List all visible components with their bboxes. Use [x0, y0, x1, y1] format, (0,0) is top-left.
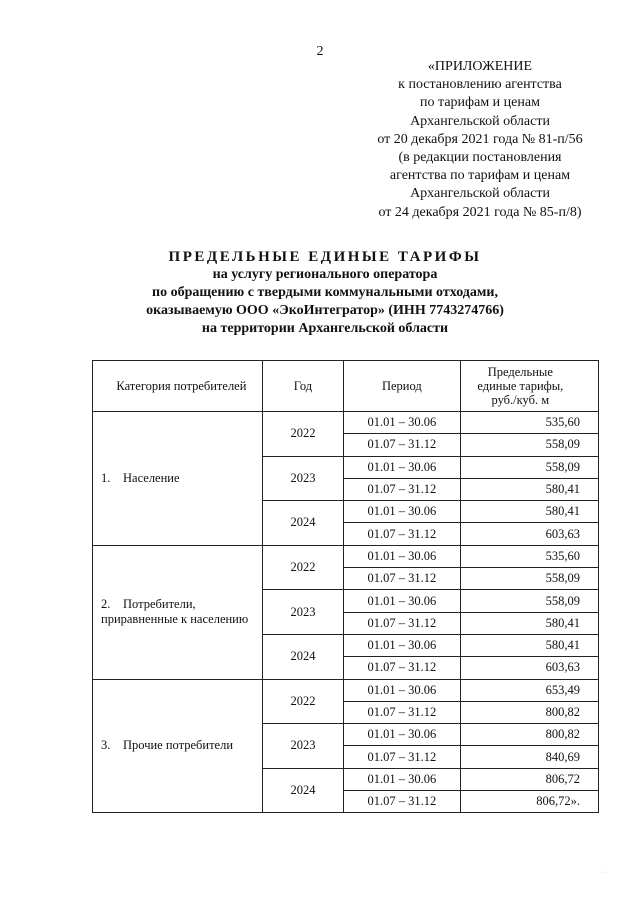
period-cell: 01.01 – 30.06 [344, 456, 461, 478]
rate-cell: 800,82 [460, 724, 598, 746]
appendix-line: по тарифам и ценам [420, 95, 540, 111]
appendix-line: «ПРИЛОЖЕНИЕ [427, 59, 533, 74]
rate-cell: 580,41 [460, 501, 598, 523]
period-cell: 01.01 – 30.06 [344, 679, 461, 701]
rate-cell: 558,09 [460, 456, 598, 478]
document-title [90, 248, 560, 338]
rate-cell: 800,82 [460, 701, 598, 723]
category-name-continued: приравненные к населению [101, 612, 249, 627]
rate-cell: 580,41 [460, 612, 598, 634]
category-name: Прочие потребители [123, 738, 234, 753]
rate-cell: 580,41 [460, 634, 598, 656]
appendix-line: Архангельской области [410, 186, 550, 202]
period-cell: 01.07 – 31.12 [344, 657, 461, 679]
period-cell: 01.07 – 31.12 [344, 478, 461, 500]
rate-cell: 603,63 [460, 657, 598, 679]
table-row [93, 545, 599, 567]
category-number: 2. [101, 597, 111, 612]
title-line: на услугу регионального оператора [212, 267, 438, 282]
rate-cell: 806,72». [460, 791, 598, 813]
table-row [93, 679, 599, 701]
period-cell: 01.01 – 30.06 [344, 768, 461, 790]
period-cell: 01.01 – 30.06 [344, 724, 461, 746]
table-row [93, 412, 599, 434]
header-rate-line: единые тарифы, [477, 379, 564, 393]
period-cell: 01.07 – 31.12 [344, 523, 461, 545]
header-category: Категория потребителей [93, 361, 263, 412]
year-cell: 2022 [262, 679, 343, 724]
rate-cell: 806,72 [460, 768, 598, 790]
category-number: 1. [101, 470, 111, 485]
category-number: 3. [101, 738, 111, 753]
period-cell: 01.07 – 31.12 [344, 434, 461, 456]
period-cell: 01.07 – 31.12 [344, 568, 461, 590]
title-line: на территории Архангельской области [201, 321, 449, 336]
period-cell: 01.07 – 31.12 [344, 701, 461, 723]
year-cell: 2022 [262, 545, 343, 590]
scan-artifact: · · [602, 870, 608, 876]
table-header-row [93, 361, 599, 412]
appendix-line: (в редакции постановления [398, 150, 562, 166]
rate-cell: 840,69 [460, 746, 598, 768]
rate-cell: 535,60 [460, 545, 598, 567]
rate-cell: 558,09 [460, 590, 598, 612]
year-cell: 2024 [262, 634, 343, 679]
rate-cell: 653,49 [460, 679, 598, 701]
title-line: по обращению с твердыми коммунальными отходами, [152, 285, 498, 300]
rate-cell: 580,41 [460, 478, 598, 500]
period-cell: 01.01 – 30.06 [344, 545, 461, 567]
header-rate-line: руб./куб. м [491, 393, 550, 407]
appendix-line: к постановлению агентства [398, 77, 562, 93]
period-cell: 01.01 – 30.06 [344, 412, 461, 434]
tariff-table [92, 360, 599, 813]
year-cell: 2022 [262, 412, 343, 457]
appendix-line: Архангельской области [410, 113, 550, 129]
year-cell: 2023 [262, 724, 343, 769]
page-number: 2 [316, 44, 324, 59]
category-name: Потребители, [123, 597, 196, 612]
year-cell: 2024 [262, 501, 343, 546]
year-cell: 2023 [262, 590, 343, 635]
period-cell: 01.07 – 31.12 [344, 746, 461, 768]
header-rate-line: Предельные [487, 365, 553, 379]
title-line: оказываемую ООО «ЭкоИнтегратор» (ИНН 7743274766) [146, 303, 504, 318]
header-period: Период [344, 361, 461, 412]
rate-cell: 558,09 [460, 568, 598, 590]
appendix-line: от 24 декабря 2021 года № 85-п/8) [378, 204, 582, 220]
rate-cell: 535,60 [460, 412, 598, 434]
year-cell: 2023 [262, 456, 343, 501]
category-cell [93, 679, 263, 813]
period-cell: 01.07 – 31.12 [344, 791, 461, 813]
category-cell [93, 412, 263, 546]
appendix-line: агентства по тарифам и ценам [389, 168, 571, 184]
category-name: Население [123, 470, 180, 485]
rate-cell: 603,63 [460, 523, 598, 545]
period-cell: 01.01 – 30.06 [344, 634, 461, 656]
appendix-block [330, 58, 630, 222]
header-year: Год [262, 361, 343, 412]
category-cell [93, 545, 263, 679]
period-cell: 01.01 – 30.06 [344, 590, 461, 612]
appendix-line: от 20 декабря 2021 года № 81-п/56 [377, 131, 583, 147]
period-cell: 01.07 – 31.12 [344, 612, 461, 634]
header-rate [460, 361, 598, 412]
title-main: ПРЕДЕЛЬНЫЕ ЕДИНЫЕ ТАРИФЫ [168, 249, 482, 265]
period-cell: 01.01 – 30.06 [344, 501, 461, 523]
year-cell: 2024 [262, 768, 343, 813]
rate-cell: 558,09 [460, 434, 598, 456]
